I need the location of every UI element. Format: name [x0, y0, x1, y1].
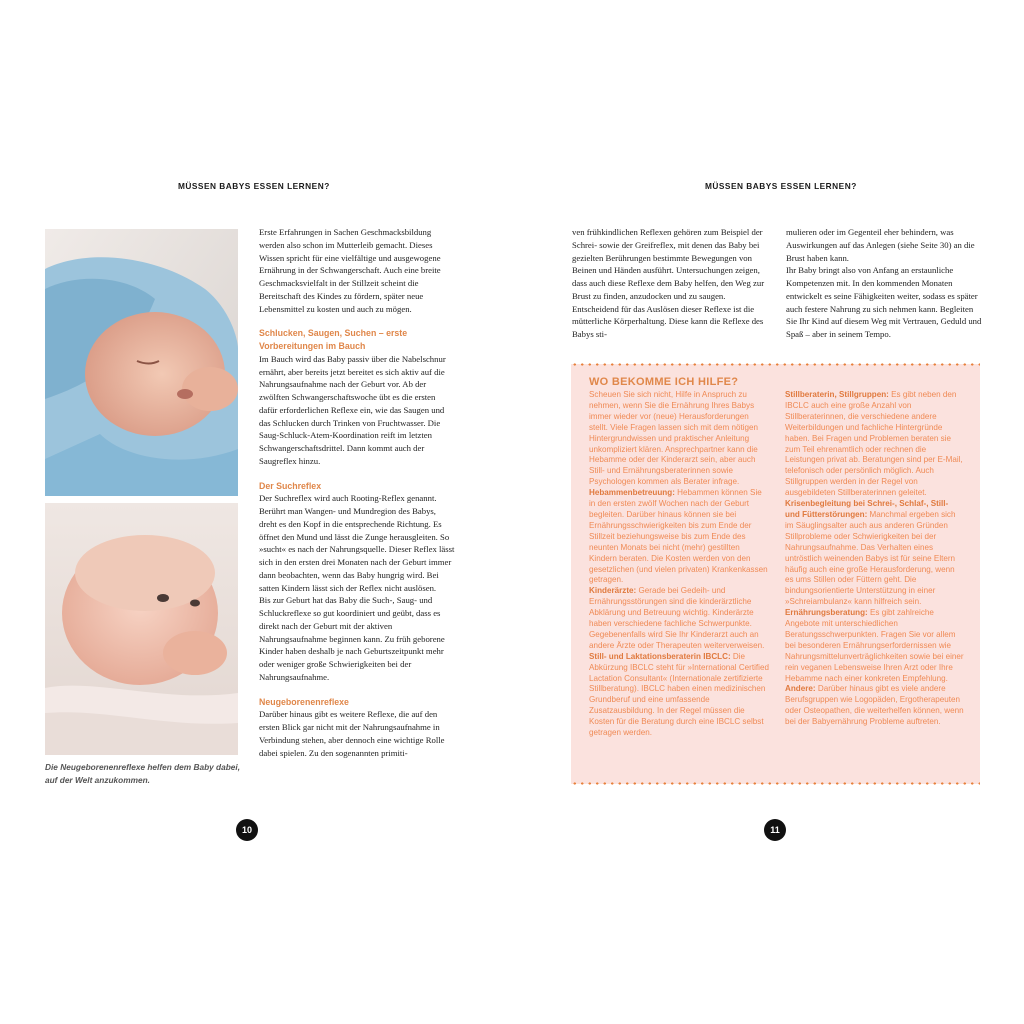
- body-paragraph: ven frühkindlichen Reflexen gehören zum Beispiel der Schrei- sowie der Greifreflex, mit denen das Baby bei gezielten Berührungen bestimmte Bewegungen von Beinen und Händen ausführt. Untersuchungen zeigen, dass auch diese Reflexe dem Baby helfen, den Weg zur Brust zu finden, anzudocken und zu saugen. Entscheidend für das Auslösen dieser Reflexe ist die mütterliche Körperhaltung. Diese kann die Reflexe des Babys sti-: [572, 227, 765, 339]
- info-box-column-2: [785, 390, 965, 728]
- info-item-text: Hebammen können Sie in den ersten zwölf Wochen nach der Geburt begleiten. Darüber hinaus können sie bei Ernährungsschwierigkeiten bis zum Ende der Stillzeit beziehungsweise bis zum Ende des neunten Monats bei nicht (mehr) gestillten Kindern beraten. Die Kosten werden von den gesetzlichen (und vielen privaten) Krankenkassen getragen.: [589, 488, 768, 585]
- info-item-term: Hebammenbetreuung:: [589, 488, 675, 498]
- right-text-column-1: [572, 226, 768, 341]
- page-number-left: 10: [236, 819, 258, 841]
- section-paragraph: Bis zur Geburt hat das Baby die Such-, Saug- und Schluckreflexe so gut koordiniert und geübt, dass es direkt nach der Geburt mit der aktiven Nahrungsaufnahme beginnen kann. Zu früh geborene Kinder haben deshalb je nach Geburtszeitpunkt mehr oder weniger große Schwierigkeiten bei der Nahrungsaufnahme.: [259, 595, 445, 682]
- info-item-text: Darüber hinaus gibt es viele andere Berufsgruppen wie Logopäden, Ergotherapeuten oder Osteopathen, die weiterhelfen können, wenn bei der Babyernährung Probleme auftreten.: [785, 684, 964, 727]
- info-item-text: Es gibt zahlreiche Angebote mit unterschiedlichen Beratungsschwerpunkten. Fragen Sie vor allem bei besonderen Ernährungserfordernissen wie Nahrungsmittelunverträglichkeiten sowie bei einer rein veganen Lebensweise Ihren Arzt oder Ihre Hebamme nach einer konkreten Empfehlung.: [785, 608, 964, 683]
- dotted-border-bottom: [571, 782, 980, 785]
- info-item-term: Kinderärzte:: [589, 586, 637, 596]
- photo-sleeping-baby: [45, 229, 238, 496]
- info-item: [589, 488, 769, 586]
- running-header-right: MÜSSEN BABYS ESSEN LERNEN?: [705, 181, 857, 191]
- section-heading-neugeborenenreflexe: Neugeborenenreflexe: [259, 696, 349, 707]
- info-item-text: Die Abkürzung IBCLC steht für »International Certified Lactation Consultant« (Internationale zertifizierte Stillberatung). IBCLC haben einen medizinischen Grundberuf und eine umfassende Zusatzausbildung. In der Regel müssen die Kosten für die Beratung durch eine IBCLC selbst getragen werden.: [589, 651, 769, 738]
- info-item-term: Krisenbegleitung bei Schrei-, Schlaf-, Still- und Fütterstörungen:: [785, 499, 949, 519]
- section-heading-suchreflex: Der Suchreflex: [259, 480, 322, 491]
- section-heading-schlucken: Schlucken, Saugen, Suchen – erste Vorbereitungen im Bauch: [259, 328, 408, 351]
- running-header-left: MÜSSEN BABYS ESSEN LERNEN?: [178, 181, 330, 191]
- info-box-title: WO BEKOMME ICH HILFE?: [589, 376, 739, 388]
- section-paragraph: Im Bauch wird das Baby passiv über die Nabelschnur ernährt, aber bereits jetzt bereitet es sich aktiv auf die Nahrungsaufnahme nach der Geburt vor. Ab der zwölften Schwangerschaftswoche übt es die ersten dafür erforderlichen Reflexe ein, wie das Saugen und das Schlucken durch Trinken von Fruchtwasser. Die Saug-Schluck-Atem-Koordination reift im letzten Schwangerschaftsdrittel. Dann kommt auch der Saugreflex hinzu.: [259, 353, 446, 466]
- info-item: [785, 684, 965, 728]
- right-text-column-2: [786, 226, 982, 341]
- info-item-text: Manchmal ergeben sich im Säuglingsalter auch aus anderen Gründen Stillprobleme oder Schwierigkeiten bei der Nahrungsaufnahme. Das Verhalten eines untröstlich weinenden Babys ist für seine Eltern häufig auch eine große Herausforderung, wenn es ums Stillen oder Füttern geht. Die bindungsorientierte Unterstützung in einer »Schreiambulanz« kann hilfreich sein.: [785, 509, 956, 607]
- section-paragraph: Der Suchreflex wird auch Rooting-Reflex genannt. Berührt man Wangen- und Mundregion des Babys, dreht es den Kopf in die entsprechende Richtung. Es öffnet den Mund und lässt die Zunge herausgleiten. So »sucht« es nach der Nahrungsquelle. Dieser Reflex lässt sich in den ersten drei Monaten nach der Geburt immer dann beobachten, wenn das Baby hungrig wird. Bei satten Kindern lässt sich der Reflex nicht auslösen.: [259, 493, 455, 593]
- info-box-intro: Scheuen Sie sich nicht, Hilfe in Anspruch zu nehmen, wenn Sie die Ernährung Ihres Babys immer wieder vor (neue) Herausforderungen stellt. Viele Fragen lassen sich mit dem nötigen Hintergrundwissen und praktischer Anleitung unkompliziert klären. Ansprechpartner kann die Hebamme oder der Kinderarzt sein, aber auch Still- und Ernährungsberaterinnen sowie Psychologen kommen als Berater infrage.: [589, 390, 759, 487]
- info-box-column-1: [589, 390, 769, 739]
- info-item-text: Es gibt neben den IBCLC auch eine große Anzahl von Stillberaterinnen, die verschiedene andere Weiterbildungen und fachliche Hintergründe haben. Bei Fragen und Problemen beraten sie zum Teil ehrenamtlich oder rechnen die Leistungen privat ab. Beratungen sind per E-Mail, telefonisch oder persönlich möglich. Auch Stillgruppen werden in der Regel von ausgebildeten Stillberaterinnen geleitet.: [785, 390, 963, 498]
- photo-awake-baby: [45, 503, 238, 755]
- info-box: [571, 364, 980, 784]
- left-text-column: [259, 226, 455, 759]
- info-item-term: Still- und Laktationsberaterin IBCLC:: [589, 651, 731, 661]
- page-number-right: 11: [764, 819, 786, 841]
- photo-caption: Die Neugeborenenreflexe helfen dem Baby dabei, auf der Welt anzukommen.: [45, 762, 241, 785]
- info-item-text: Gerade bei Gedeih- und Ernährungsstörungen sind die kinderärztliche Abklärung und Betreuung wichtig. Kinderärzte haben verschiedene fachliche Schwerpunkte. Gegebenenfalls wird Sie Ihr Kinderarzt auch an andere Ärzte oder Therapeuten weiterverweisen.: [589, 586, 765, 650]
- info-item: [785, 499, 965, 608]
- dotted-border-top: [571, 363, 980, 366]
- intro-paragraph: Erste Erfahrungen in Sachen Geschmacksbildung werden also schon im Mutterleib gemacht. Dieses Wissen spricht für eine vielfältige und ausgewogene Ernährung in der Schwangerschaft. Auch eine breite Geschmacksvielfalt in der Stillzeit scheint die Bereitschaft des Kindes zu fördern, später neue Lebensmittel zu kosten und auch zu mögen.: [259, 227, 441, 314]
- info-item: [785, 390, 965, 499]
- info-item-term: Andere:: [785, 684, 816, 694]
- body-paragraph: mulieren oder im Gegenteil eher behindern, was Auswirkungen auf das Anlegen (siehe Seite 30) an die Brust haben kann.: [786, 227, 975, 263]
- info-item: [589, 586, 769, 651]
- info-item-term: Stillberaterin, Stillgruppen:: [785, 390, 889, 399]
- info-item: [589, 652, 769, 739]
- info-item-term: Ernährungsberatung:: [785, 608, 868, 618]
- body-paragraph: Ihr Baby bringt also von Anfang an erstaunliche Kompetenzen mit. In den kommenden Monaten entwickelt es seine Fähigkeiten weiter, sodass es später auch festere Nahrung zu sich nehmen kann. Begleiten Sie Ihr Kind auf diesem Weg mit Vertrauen, Geduld und Spaß – aber in seinem Tempo.: [786, 265, 982, 339]
- info-item: [785, 608, 965, 684]
- section-paragraph: Darüber hinaus gibt es weitere Reflexe, die auf den ersten Blick gar nicht mit der Nahrungsaufnahme in Verbindung stehen, aber dennoch eine wichtige Rolle dabei spielen. Zu den sogenannten primiti-: [259, 709, 445, 758]
